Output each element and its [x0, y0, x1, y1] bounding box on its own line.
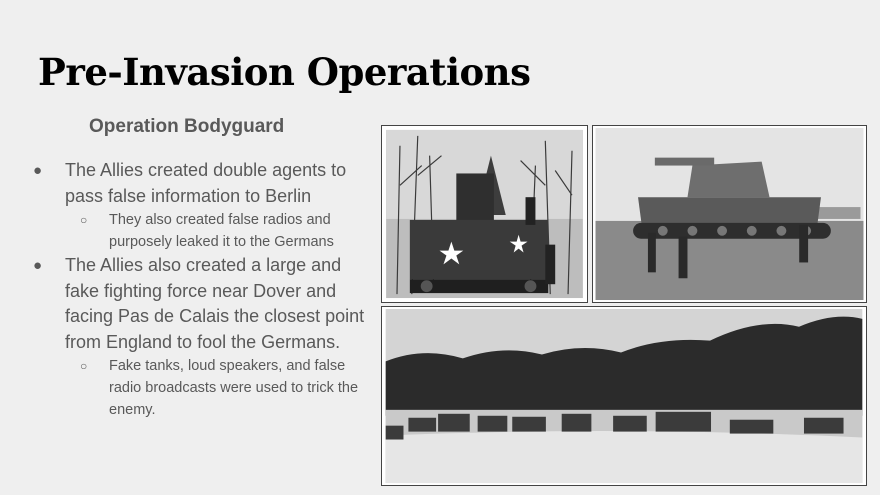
bullet-text: The Allies created double agents to pass false information to Berlin	[65, 160, 347, 206]
sub-bullet-item	[65, 355, 370, 421]
dummy-vehicles-field-photo	[381, 306, 867, 486]
inflatable-sherman-tank-icon	[593, 126, 866, 302]
sub-bullet-icon: ○	[80, 359, 88, 373]
bullet-list	[30, 158, 370, 421]
bullet-item	[30, 253, 370, 421]
sub-bullet-text: They also created false radios and purposely leaked it to the Germans	[109, 212, 334, 250]
sub-bullet-list	[65, 209, 370, 253]
halftrack-with-loudspeakers-icon	[382, 126, 587, 302]
bullet-text: The Allies also created a large and fake fighting force near Dover and facing Pas de Calais the closest point from England to fool the Germans.	[65, 255, 365, 352]
sub-bullet-list	[65, 355, 370, 421]
bullet-icon: ●	[33, 257, 43, 274]
sub-bullet-icon: ○	[80, 213, 88, 227]
bullet-item	[30, 158, 370, 253]
inflatable-tank-photo	[592, 125, 867, 303]
sub-bullet-item	[65, 209, 370, 253]
sub-bullet-text: Fake tanks, loud speakers, and false radio broadcasts were used to trick the enemy.	[109, 358, 359, 418]
bullet-icon: ●	[33, 162, 43, 179]
dummy-vehicles-in-field-icon	[382, 307, 866, 485]
slide-title: Pre-Invasion Operations	[38, 50, 531, 94]
slide-subtitle: Operation Bodyguard	[89, 116, 285, 137]
loudspeaker-truck-photo	[381, 125, 588, 303]
